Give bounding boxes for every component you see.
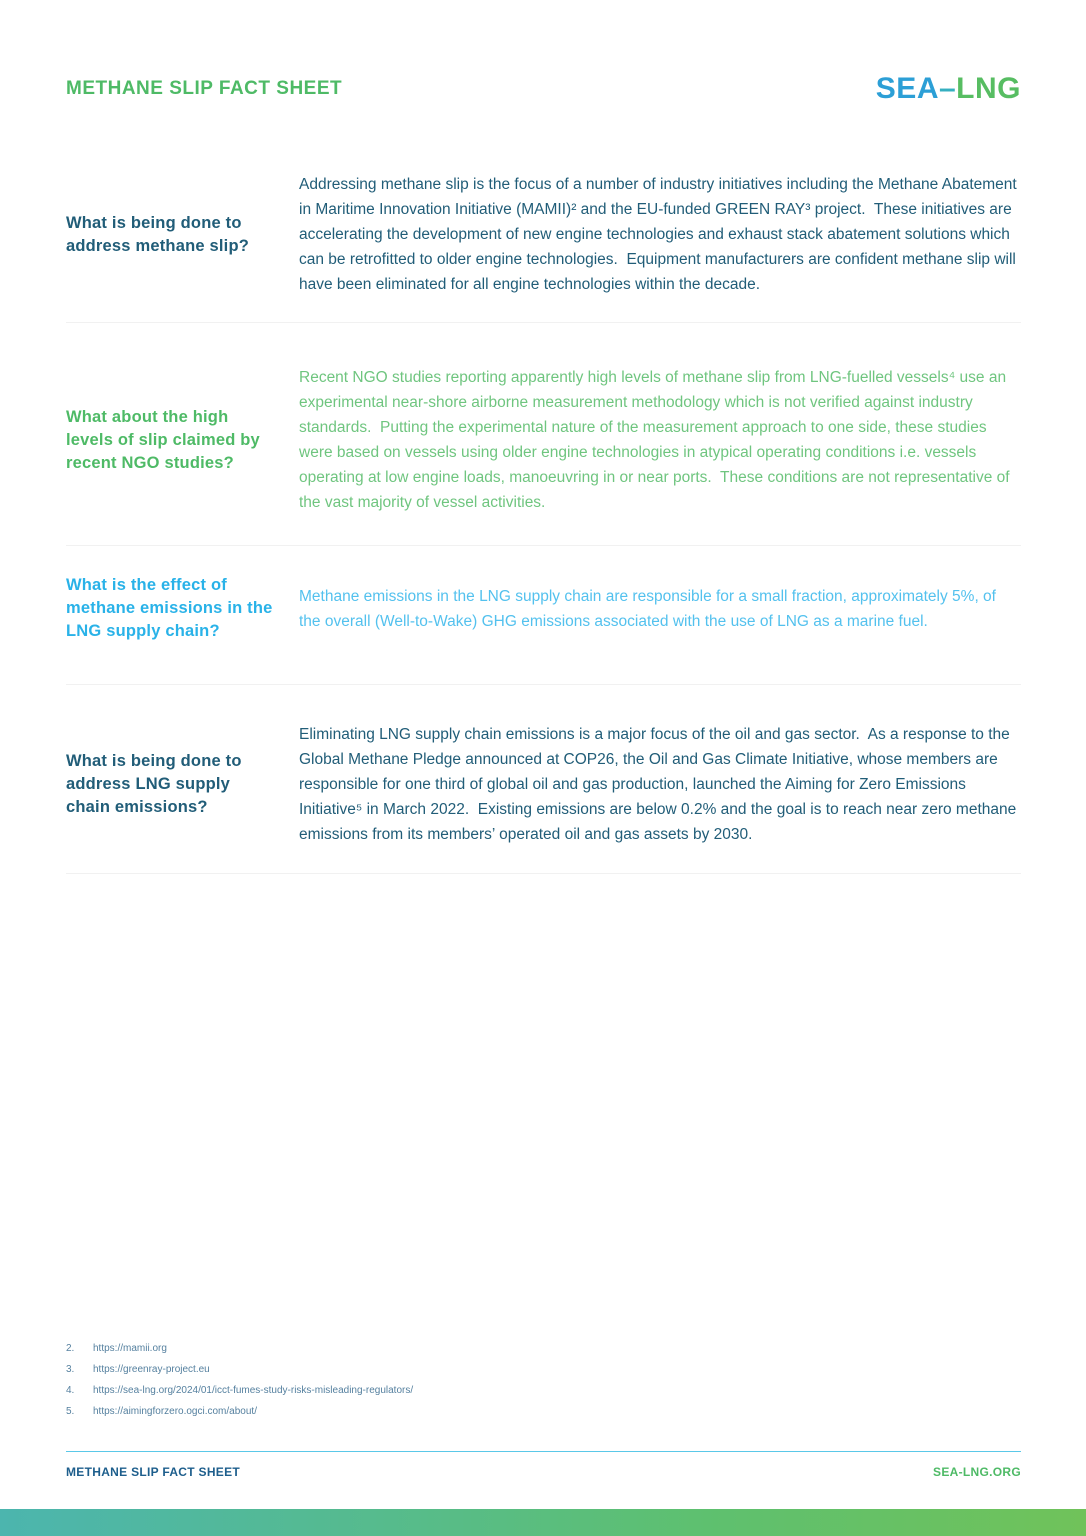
- header: [66, 72, 1021, 106]
- footnote-url[interactable]: https://aimingforzero.ogci.com/about/: [93, 1406, 257, 1417]
- footnote-number: 3.: [66, 1364, 75, 1375]
- footnote-number: 5.: [66, 1406, 75, 1417]
- footer-title: METHANE SLIP FACT SHEET: [66, 1465, 241, 1479]
- footnote-number: 4.: [66, 1385, 75, 1396]
- qa-section-supply-chain-emissions: [66, 685, 1021, 874]
- question-label: What is being done to address methane slip?: [66, 213, 250, 255]
- footnote-url[interactable]: https://sea-lng.org/2024/01/icct-fumes-study-risks-misleading-regulators/: [93, 1385, 414, 1396]
- question-label: What is the effect of methane emissions in the LNG supply chain?: [66, 576, 273, 640]
- footnote-item: [66, 1338, 413, 1359]
- answer-text: Recent NGO studies reporting apparently high levels of methane slip from LNG-fuelled vessels⁴ use an experimental near-shore airborne measurement methodology which is not verified against industry standards. Putting the experimental nature of the measurement approach to one side, these studies were based on vessels using older engine technologies in atypical operating conditions i.e. vessels operating at low engine loads, manoeuvring in or near ports. These conditions are not representative of the vast majority of vessel activities.: [299, 369, 1014, 511]
- qa-section-ngo-studies: [66, 323, 1021, 546]
- logo-dash-text: –: [938, 72, 957, 105]
- answer-text: Eliminating LNG supply chain emissions is a major focus of the oil and gas sector. As a response to the Global Methane Pledge announced at COP26, the Oil and Gas Climate Initiative, whose members are responsible for one third of global oil and gas production, launched the Aiming for Zero Emissions Initiative⁵ in March 2022. Existing emissions are below 0.2% and the goal is to reach near zero methane emissions from its members’ operated oil and gas assets by 2030.: [299, 726, 1021, 843]
- qa-sections: [66, 106, 1021, 874]
- footnote-url[interactable]: https://mamii.org: [93, 1343, 167, 1354]
- answer-text: Addressing methane slip is the focus of a number of industry initiatives including the Methane Abatement in Maritime Innovation Initiative (MAMII)² and the EU-funded GREEN RAY³ project. These initiatives are accelerating the development of new engine technologies and exhaust stack abatement solutions which can be retrofitted to older engine technologies. Equipment manufacturers are confident methane slip will have been eliminated for all engine technologies within the decade.: [299, 176, 1022, 293]
- qa-section-supply-chain-effect: [66, 546, 1021, 685]
- footnote-number: 2.: [66, 1343, 75, 1354]
- question-label: What about the high levels of slip claimed by recent NGO studies?: [66, 407, 260, 472]
- page-title: METHANE SLIP FACT SHEET: [66, 78, 343, 99]
- footer-website-link[interactable]: SEA-LNG.ORG: [933, 1465, 1021, 1479]
- footnote-item: [66, 1359, 413, 1380]
- logo-lng-text: LNG: [956, 72, 1021, 105]
- qa-section-methane-slip: [66, 106, 1021, 323]
- bottom-gradient-bar: [0, 1509, 1086, 1536]
- footnotes: [66, 1338, 413, 1422]
- footnote-item: [66, 1401, 413, 1422]
- footnote-url[interactable]: https://greenray-project.eu: [93, 1364, 210, 1375]
- logo-sea-text: SEA: [875, 72, 939, 105]
- sea-lng-logo: [876, 72, 1021, 106]
- footer: [66, 1451, 1021, 1479]
- answer-text: Methane emissions in the LNG supply chain are responsible for a small fraction, approximately 5%, of the overall (Well-to-Wake) GHG emissions associated with the use of LNG as a marine fuel.: [299, 587, 1001, 630]
- footnote-item: [66, 1380, 413, 1401]
- question-label: What is being done to address LNG supply chain emissions?: [66, 752, 242, 816]
